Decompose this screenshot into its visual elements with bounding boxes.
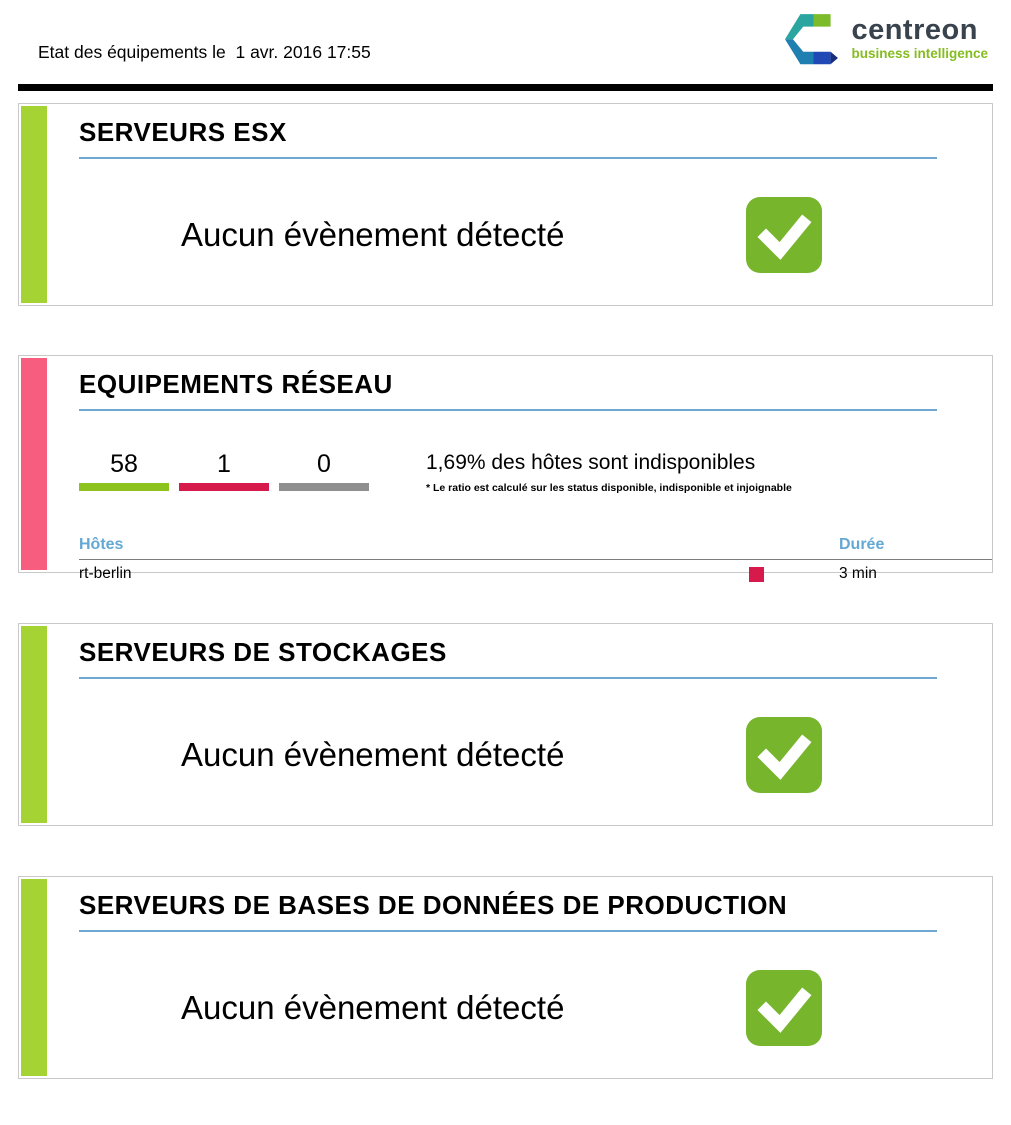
no-event-row	[79, 717, 992, 793]
section-status-bar-problem	[21, 358, 47, 570]
no-event-row	[79, 970, 992, 1046]
report-header	[0, 0, 1011, 84]
table-row	[79, 560, 992, 589]
section-status-bar-ok	[21, 879, 47, 1076]
check-icon	[746, 197, 822, 273]
section-content	[19, 624, 992, 793]
ratio-footnote: * Le ratio est calculé sur les status disponible, indisponible et injoignable	[426, 481, 792, 494]
stat-hosts-up-value: 58	[110, 449, 138, 478]
stat-hosts-unreachable	[279, 451, 369, 492]
section-serveurs-stockages	[18, 623, 993, 826]
section-title: SERVEURS ESX	[79, 117, 287, 147]
stat-hosts-up-bar	[79, 483, 169, 491]
column-header-hosts: Hôtes	[79, 535, 124, 553]
centreon-logo	[785, 13, 988, 66]
hosts-table-header	[79, 536, 992, 559]
host-name: rt-berlin	[79, 565, 132, 583]
stat-hosts-unreachable-bar	[279, 483, 369, 491]
network-summary	[79, 451, 992, 536]
stat-hosts-down-value: 1	[217, 449, 231, 478]
ratio-text: 1,69% des hôtes sont indisponibles	[426, 450, 756, 474]
section-equipements-reseau	[18, 355, 993, 583]
no-event-message: Aucun évènement détecté	[181, 988, 565, 1026]
section-content	[19, 356, 992, 589]
no-event-row	[79, 197, 992, 273]
report-title: Etat des équipements le 1 avr. 2016 17:55	[38, 42, 371, 62]
centreon-logo-icon	[785, 13, 842, 66]
stat-hosts-down-bar	[179, 483, 269, 491]
section-status-bar-ok	[21, 106, 47, 303]
section-serveurs-esx	[18, 103, 993, 306]
no-event-message: Aucun évènement détecté	[181, 215, 565, 253]
section-title-underline	[79, 891, 937, 932]
stat-hosts-unreachable-value: 0	[317, 449, 331, 478]
host-status-cell	[749, 567, 839, 582]
section-content	[19, 104, 992, 273]
section-serveurs-bases-de-donnees	[18, 876, 993, 1079]
section-title-underline	[79, 118, 937, 159]
centreon-logo-tagline: business intelligence	[851, 46, 988, 62]
check-icon	[746, 717, 822, 793]
section-title-underline	[79, 370, 937, 411]
centreon-logo-name: centreon	[851, 14, 978, 47]
stat-hosts-up	[79, 451, 169, 492]
host-down-status-icon	[749, 567, 764, 582]
no-event-message: Aucun évènement détecté	[181, 735, 565, 773]
column-header-duration: Durée	[839, 535, 885, 553]
section-content	[19, 877, 992, 1046]
section-title-underline	[79, 638, 937, 679]
hosts-table	[79, 536, 992, 589]
section-title: EQUIPEMENTS RÉSEAU	[79, 369, 393, 399]
host-duration: 3 min	[839, 565, 877, 583]
section-title: SERVEURS DE STOCKAGES	[79, 637, 447, 667]
section-title: SERVEURS DE BASES DE DONNÉES DE PRODUCTION	[79, 890, 788, 920]
check-icon	[746, 970, 822, 1046]
header-divider	[18, 84, 993, 91]
section-status-bar-ok	[21, 626, 47, 823]
centreon-logo-text	[851, 16, 988, 62]
unavailability-ratio	[426, 451, 792, 494]
stat-hosts-down	[179, 451, 269, 492]
